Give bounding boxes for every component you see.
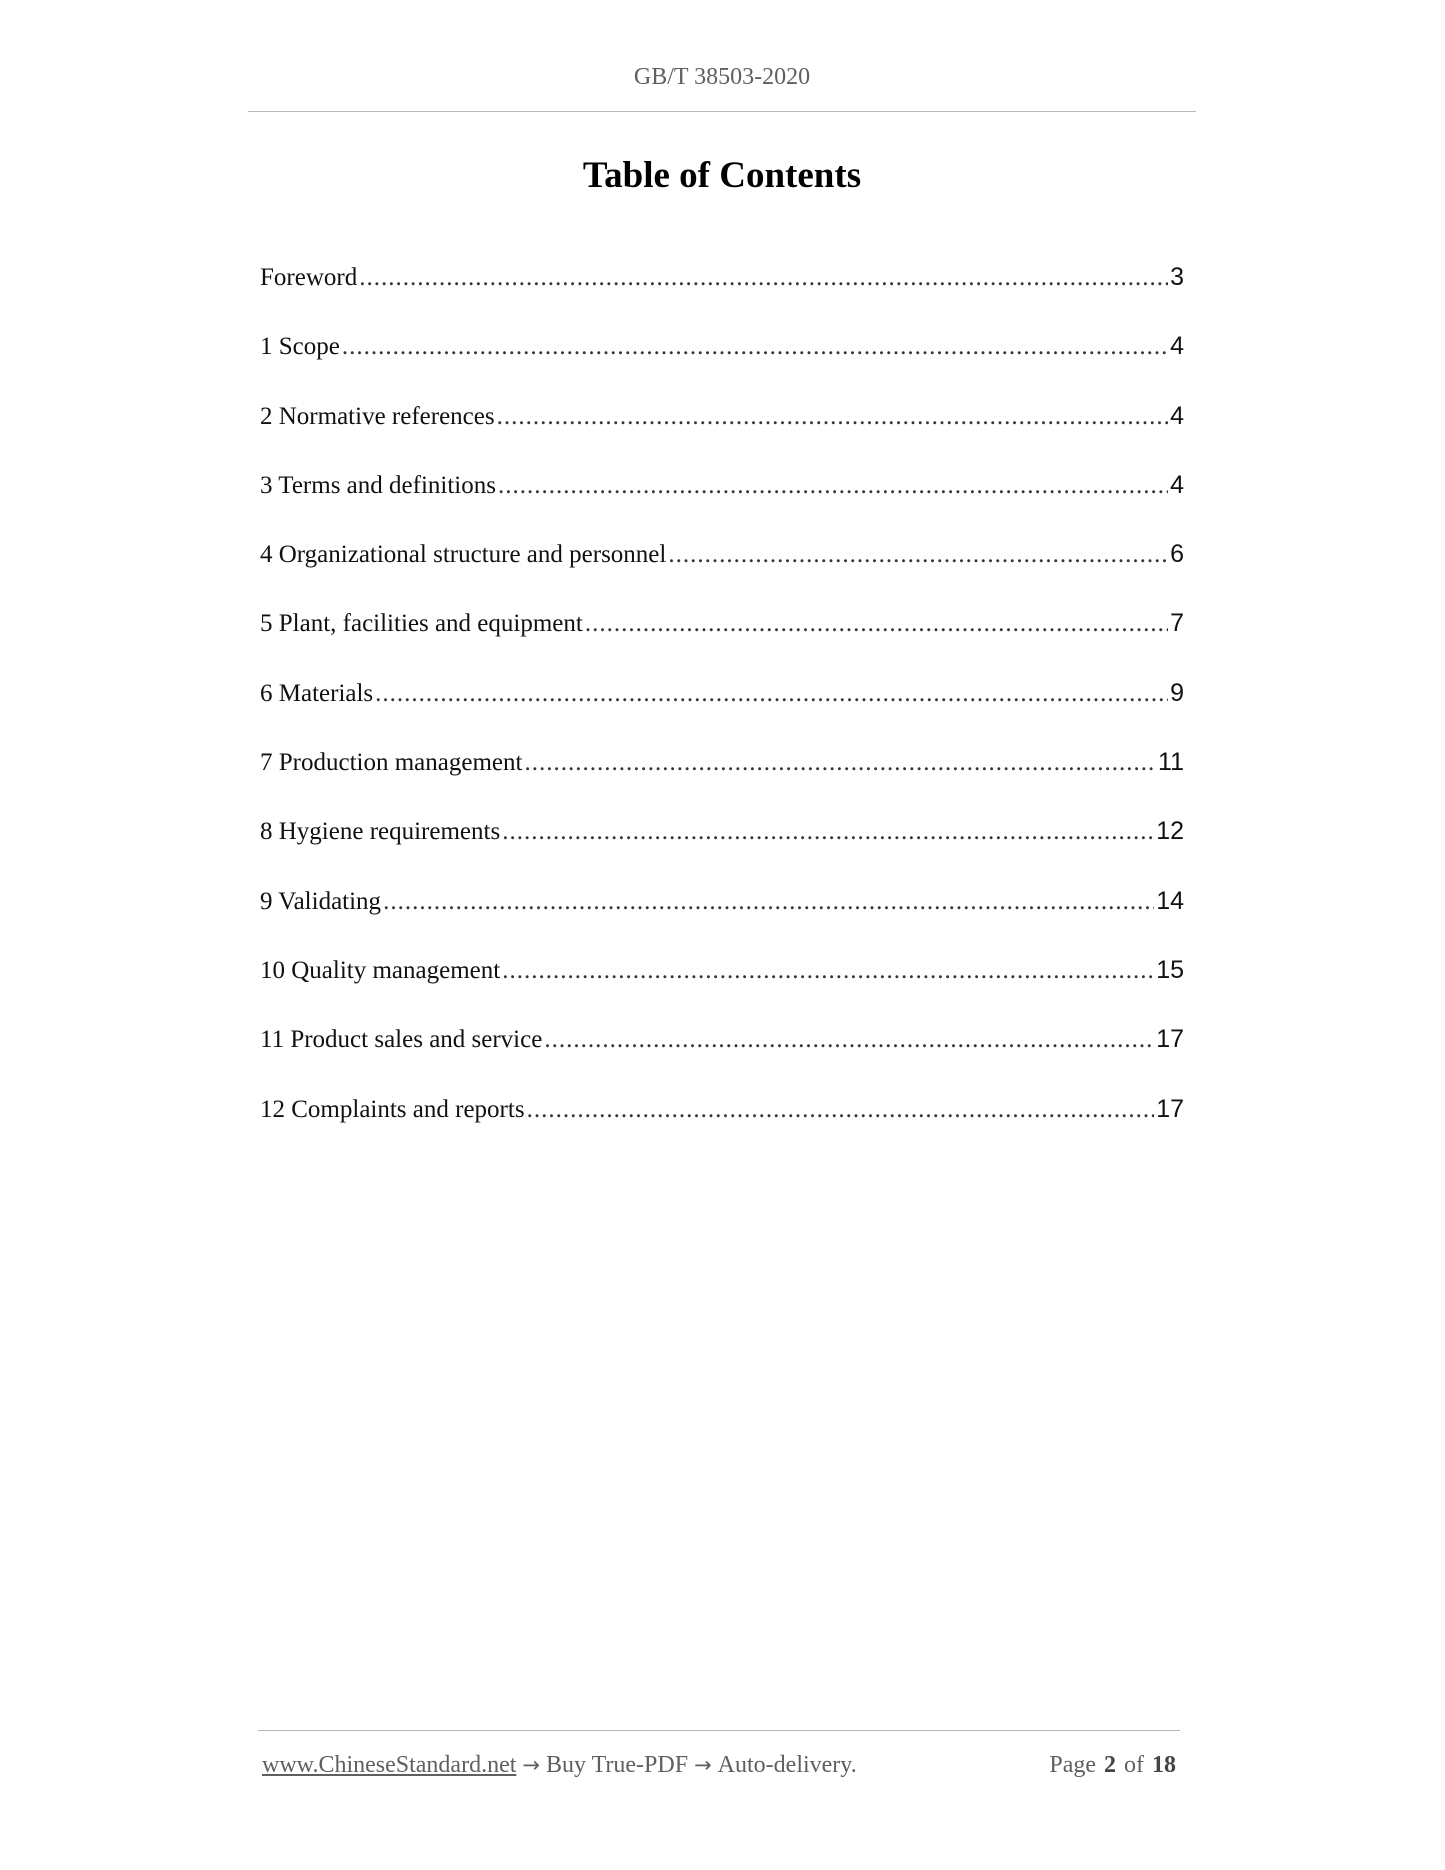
dot-leader — [502, 818, 1154, 846]
website-link[interactable]: www.ChineseStandard.net — [262, 1752, 517, 1778]
toc-entry-normative-references[interactable] — [260, 402, 1184, 471]
total-pages: 18 — [1152, 1752, 1176, 1778]
page-header: GB/T 38503-2020 — [633, 64, 811, 90]
page-label: Page — [1049, 1752, 1096, 1778]
toc-entry-label: 9 Validating — [260, 887, 382, 915]
toc-entry-label: 3 Terms and definitions — [260, 471, 496, 499]
toc-entry-quality-management[interactable] — [260, 956, 1184, 1025]
dot-leader — [498, 472, 1168, 500]
toc-entry-product-sales[interactable] — [260, 1025, 1184, 1094]
toc-entry-label: Foreword — [260, 264, 358, 291]
toc-entry-label: 10 Quality management — [260, 956, 501, 984]
current-page: 2 — [1104, 1752, 1116, 1778]
toc-entry-scope[interactable] — [260, 332, 1184, 401]
footer-divider — [258, 1730, 1180, 1731]
right-arrow-icon: → — [694, 1753, 712, 1777]
dot-leader — [527, 1096, 1155, 1124]
header-divider — [248, 111, 1196, 112]
toc-entry-page: 11 — [1158, 748, 1184, 777]
toc-entry-page: 4 — [1170, 401, 1184, 430]
toc-entry-label: 7 Production management — [260, 749, 523, 777]
dot-leader — [359, 264, 1168, 292]
toc-entry-page: 9 — [1170, 678, 1184, 707]
dot-leader — [544, 1026, 1154, 1054]
toc-entry-foreword[interactable] — [260, 263, 1184, 332]
toc-entry-complaints-and-reports[interactable] — [260, 1095, 1184, 1164]
toc-title: Table of Contents — [582, 155, 862, 196]
page-number — [1049, 1752, 1176, 1779]
toc-entry-validating[interactable] — [260, 887, 1184, 956]
toc-entry-page: 17 — [1156, 1094, 1184, 1123]
dot-leader — [375, 680, 1168, 708]
toc-entry-terms-and-definitions[interactable] — [260, 471, 1184, 540]
toc-entry-materials[interactable] — [260, 679, 1184, 748]
toc-entry-label: 1 Scope — [260, 333, 340, 361]
toc-entry-page: 12 — [1156, 817, 1184, 846]
dot-leader — [585, 610, 1168, 638]
toc-entry-page: 4 — [1170, 470, 1184, 499]
dot-leader — [497, 403, 1168, 431]
toc-entry-label: 5 Plant, facilities and equipment — [260, 610, 583, 638]
toc-entry-page: 4 — [1170, 332, 1184, 361]
toc-entry-organizational-structure[interactable] — [260, 540, 1184, 609]
dot-leader — [502, 957, 1154, 985]
dot-leader — [342, 333, 1168, 361]
footer-step-buy: Buy True-PDF — [546, 1752, 689, 1778]
toc-entry-hygiene-requirements[interactable] — [260, 817, 1184, 886]
dot-leader — [524, 749, 1156, 777]
dot-leader — [383, 888, 1154, 916]
toc-entry-page: 3 — [1170, 263, 1184, 291]
right-arrow-icon: → — [522, 1753, 540, 1777]
toc-entry-page: 6 — [1170, 540, 1184, 569]
toc-entry-label: 6 Materials — [260, 679, 374, 707]
toc-entry-plant-facilities[interactable] — [260, 609, 1184, 678]
page-footer — [262, 1752, 1176, 1786]
toc-entry-page: 17 — [1156, 1025, 1184, 1054]
toc-entry-page: 14 — [1156, 886, 1184, 915]
toc-entry-label: 11 Product sales and service — [260, 1026, 543, 1054]
toc-entry-label: 12 Complaints and reports — [260, 1095, 525, 1123]
toc-entry-production-management[interactable] — [260, 748, 1184, 817]
table-of-contents — [260, 263, 1184, 1164]
dot-leader — [668, 541, 1168, 569]
toc-entry-label: 2 Normative references — [260, 402, 495, 430]
footer-promo — [262, 1752, 857, 1779]
of-label: of — [1124, 1752, 1144, 1778]
footer-step-delivery: Auto-delivery. — [717, 1752, 857, 1778]
toc-entry-page: 15 — [1156, 955, 1184, 984]
toc-entry-page: 7 — [1170, 609, 1184, 638]
toc-entry-label: 8 Hygiene requirements — [260, 818, 501, 846]
toc-entry-label: 4 Organizational structure and personnel — [260, 541, 667, 569]
